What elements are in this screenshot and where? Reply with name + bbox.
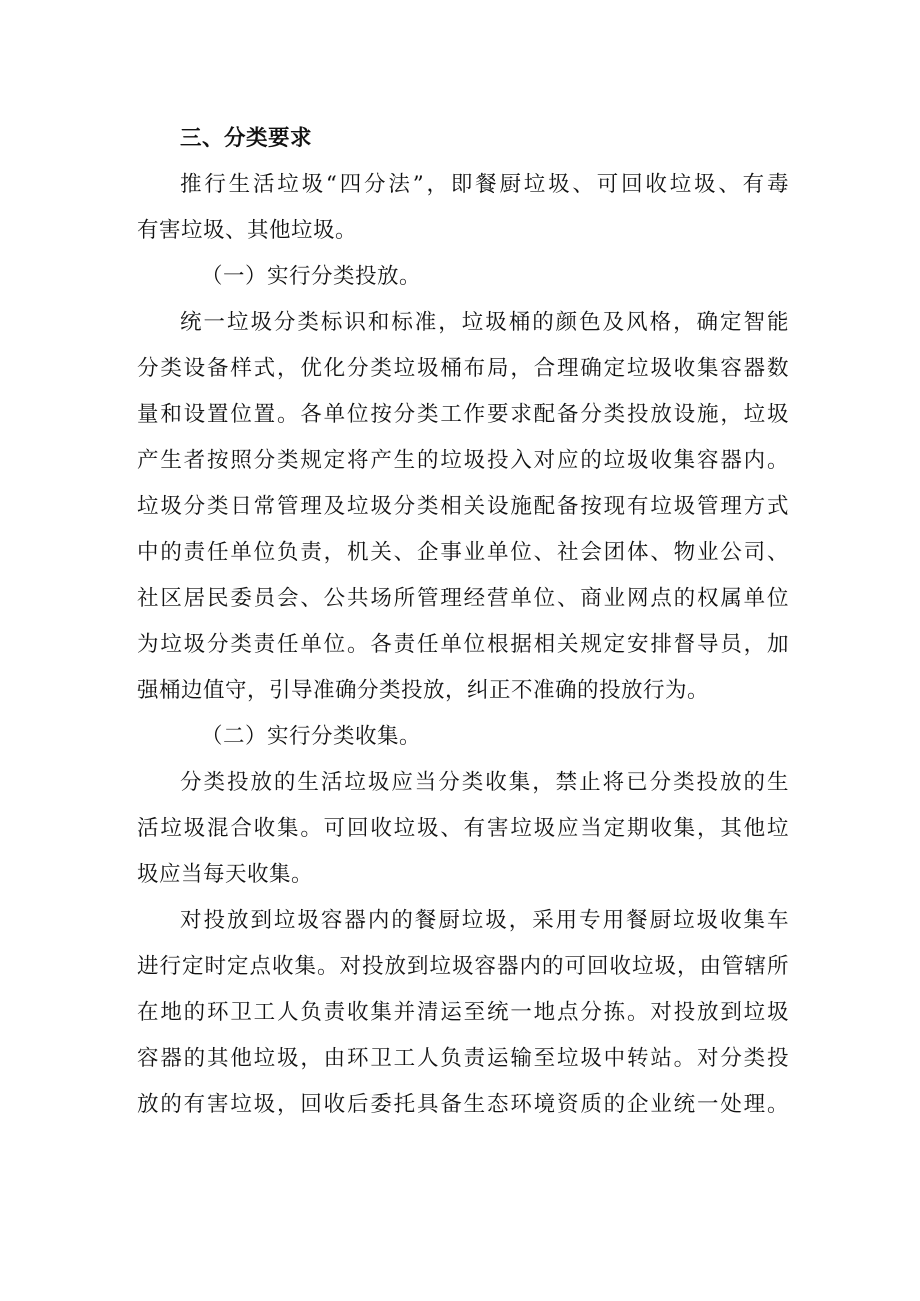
subsection-1-line-6: 中的责任单位负责，机关、企事业单位、社会团体、物业公司、 bbox=[137, 540, 789, 565]
document-page bbox=[137, 116, 789, 1128]
subsection-1-line-5: 垃圾分类日常管理及垃圾分类相关设施配备按现有垃圾管理方式 bbox=[137, 494, 789, 519]
subsection-2-para2-line-5: 放的有害垃圾，回收后委托具备生态环境资质的企业统一处理。 bbox=[137, 1092, 789, 1117]
subsection-2-para2-line-1: 对投放到垃圾容器内的餐厨垃圾，采用专用餐厨垃圾收集车 bbox=[180, 908, 789, 933]
subsection-1-line-1: 统一垃圾分类标识和标准，垃圾桶的颜色及风格，确定智能 bbox=[180, 310, 789, 335]
subsection-1-line-4: 产生者按照分类规定将产生的垃圾投入对应的垃圾收集容器内。 bbox=[137, 448, 789, 473]
subsection-1-line-7: 社区居民委员会、公共场所管理经营单位、商业网点的权属单位 bbox=[137, 586, 789, 611]
subsection-1-line-9: 强桶边值守，引导准确分类投放，纠正不准确的投放行为。 bbox=[137, 678, 710, 703]
subsection-1-line-3: 量和设置位置。各单位按分类工作要求配备分类投放设施，垃圾 bbox=[137, 402, 789, 427]
subsection-1-title: （一）实行分类投放。 bbox=[201, 264, 422, 289]
section-heading: 三、分类要求 bbox=[180, 126, 313, 151]
subsection-2-title: （二）实行分类收集。 bbox=[201, 724, 422, 749]
intro-line-1: 推行生活垃圾“四分法”，即餐厨垃圾、可回收垃圾、有毒 bbox=[180, 172, 789, 197]
subsection-2-para1-line-1: 分类投放的生活垃圾应当分类收集，禁止将已分类投放的生 bbox=[180, 770, 789, 795]
subsection-1-line-2: 分类设备样式，优化分类垃圾桶布局，合理确定垃圾收集容器数 bbox=[137, 356, 789, 381]
subsection-2-para1-line-2: 活垃圾混合收集。可回收垃圾、有害垃圾应当定期收集，其他垃 bbox=[137, 816, 789, 841]
subsection-2-para2-line-4: 容器的其他垃圾，由环卫工人负责运输至垃圾中转站。对分类投 bbox=[137, 1046, 789, 1071]
subsection-2-para2-line-2: 进行定时定点收集。对投放到垃圾容器内的可回收垃圾，由管辖所 bbox=[137, 954, 789, 979]
subsection-2-para2-line-3: 在地的环卫工人负责收集并清运至统一地点分拣。对投放到垃圾 bbox=[137, 1000, 789, 1025]
subsection-2-para1-line-3: 圾应当每天收集。 bbox=[137, 862, 314, 887]
intro-line-2: 有害垃圾、其他垃圾。 bbox=[137, 218, 358, 243]
subsection-1-line-8: 为垃圾分类责任单位。各责任单位根据相关规定安排督导员，加 bbox=[137, 632, 789, 657]
